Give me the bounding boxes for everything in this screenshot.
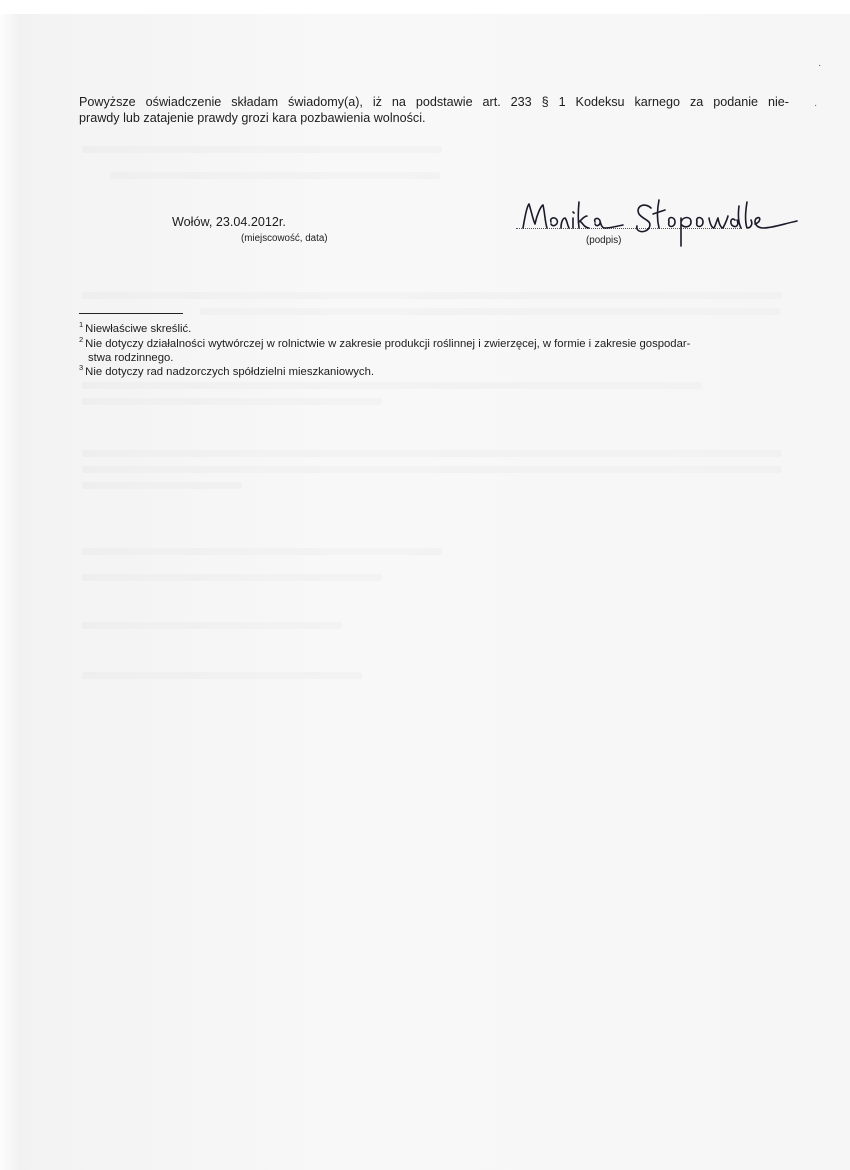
bleed-through-line (82, 450, 782, 457)
footnote-separator (79, 313, 183, 314)
bleed-through-line (82, 622, 342, 629)
footnote-3-text: Nie dotyczy rad nadzorczych spółdzielni mieszkaniowych. (85, 366, 374, 378)
bleed-through-line (200, 308, 780, 315)
scan-left-edge (0, 14, 22, 1170)
bleed-through-line (82, 672, 362, 679)
footnote-2-number: 2 (79, 335, 84, 344)
bleed-through-line (110, 172, 440, 179)
declaration-line-1: Powyższe oświadczenie składam świadomy(a), iż na podstawie art. 233 § 1 Kodeksu karnego za podanie nie- (79, 95, 789, 109)
footnote-1-number: 1 (79, 320, 84, 329)
scan-speck: · (814, 100, 818, 111)
bleed-through-line (82, 574, 382, 581)
bleed-through-line (82, 146, 442, 153)
bleed-through-line (82, 548, 442, 555)
footnote-2-text-line-1: Nie dotyczy działalności wytwórczej w rolnictwie w zakresie produkcji roślinnej i zwierzęcej, w formie i zakresie gospodar- (85, 338, 691, 350)
bleed-through-line (82, 466, 782, 473)
bleed-through-line (82, 482, 242, 489)
handwritten-signature (515, 188, 805, 254)
declaration-line-2: prawdy lub zatajenie prawdy grozi kara pozbawienia wolności. (79, 111, 426, 125)
scan-top-edge (0, 0, 850, 14)
footnote-3 (79, 361, 779, 380)
bleed-through-line (82, 382, 702, 389)
scan-speck: · (818, 60, 822, 71)
footnote-3-number: 3 (79, 363, 84, 372)
signature-caption: (podpis) (586, 235, 622, 246)
footnote-2-text-line-2: stwa rodzinnego. (88, 351, 174, 364)
declaration-paragraph (79, 94, 789, 126)
place-date-caption: (miejscowość, data) (241, 233, 328, 244)
place-date-value: Wołów, 23.04.2012r. (172, 215, 286, 229)
bleed-through-line (82, 398, 382, 405)
bleed-through-line (82, 292, 782, 299)
footnote-1-text: Niewłaściwe skreślić. (85, 323, 192, 335)
